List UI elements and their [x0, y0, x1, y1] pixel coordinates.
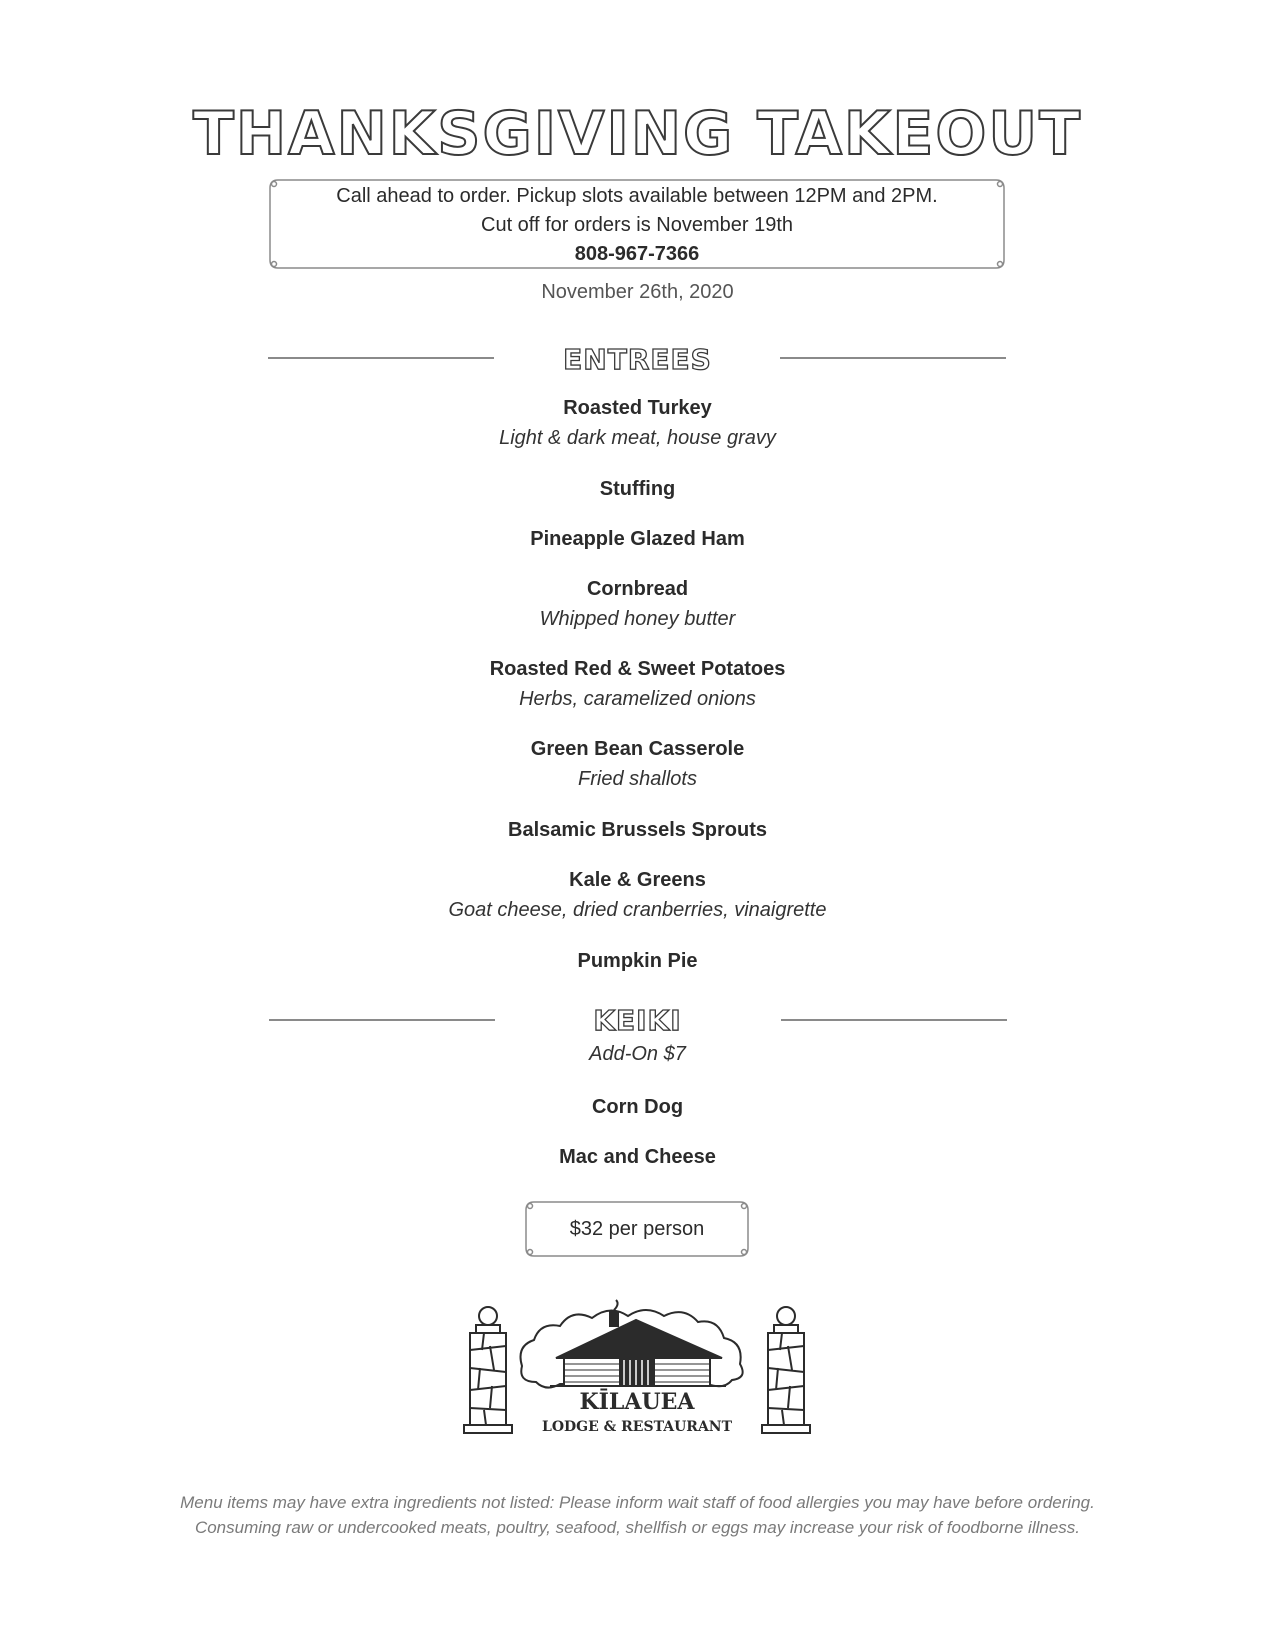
- item-name: Corn Dog: [591, 1096, 684, 1118]
- logo-name: KĪLAUEA: [579, 1389, 695, 1415]
- item-description: Fried shallots: [578, 768, 697, 790]
- item-name: Pineapple Glazed Ham: [530, 528, 745, 550]
- keiki-addon-price: Add-On $7: [589, 1043, 686, 1065]
- disclaimer-line: Consuming raw or undercooked meats, poultry, seafood, shellfish or eggs may increase your risk of foodborne illness.: [194, 1518, 1081, 1537]
- logo-subtitle: LODGE & RESTAURANT: [541, 1419, 733, 1435]
- item-description: Goat cheese, dried cranberries, vinaigrette: [448, 899, 827, 921]
- item-name: Roasted Turkey: [563, 397, 712, 419]
- item-name: Stuffing: [599, 478, 676, 500]
- menu-item: [0, 393, 1275, 453]
- item-name: Balsamic Brussels Sprouts: [508, 819, 767, 841]
- page-title: THANKSGIVING TAKEOUT: [192, 99, 1083, 169]
- menu-item: [0, 946, 1275, 976]
- item-name: Pumpkin Pie: [577, 950, 698, 972]
- item-description: Herbs, caramelized onions: [519, 688, 756, 710]
- menu-item: [0, 474, 1275, 504]
- menu-item: [0, 815, 1275, 845]
- item-name: Kale & Greens: [569, 869, 706, 891]
- menu-item: [0, 1092, 1275, 1122]
- section-heading-entrees: ENTREES: [563, 343, 712, 376]
- item-name: Mac and Cheese: [559, 1146, 716, 1168]
- item-description: Light & dark meat, house gravy: [499, 427, 776, 449]
- menu-item: [0, 865, 1275, 925]
- menu-item: [0, 1142, 1275, 1172]
- item-name: Green Bean Casserole: [530, 738, 745, 760]
- item-name: Roasted Red & Sweet Potatoes: [489, 658, 786, 680]
- lodge-logo: [460, 1298, 814, 1438]
- price-per-person: $32 per person: [569, 1218, 705, 1240]
- menu-item: [0, 734, 1275, 794]
- pickup-info: Call ahead to order. Pickup slots available between 12PM and 2PM.: [336, 185, 938, 207]
- lodge-logo-icon: [460, 1298, 814, 1438]
- order-info-box: [268, 178, 1006, 270]
- phone-number[interactable]: 808-967-7366: [574, 243, 700, 265]
- price-box: [524, 1200, 750, 1258]
- event-date: November 26th, 2020: [541, 281, 734, 303]
- section-heading-keiki: KEIKI: [593, 1004, 682, 1037]
- menu-item: [0, 654, 1275, 714]
- disclaimer-line: Menu items may have extra ingredients not listed: Please inform wait staff of food allergies you may have before ordering.: [180, 1493, 1095, 1512]
- order-cutoff: Cut off for orders is November 19th: [481, 214, 793, 236]
- menu-item: [0, 574, 1275, 634]
- menu-item: [0, 524, 1275, 554]
- item-description: Whipped honey butter: [539, 608, 736, 630]
- allergy-disclaimer: [0, 1490, 1275, 1540]
- item-name: Cornbread: [586, 578, 689, 600]
